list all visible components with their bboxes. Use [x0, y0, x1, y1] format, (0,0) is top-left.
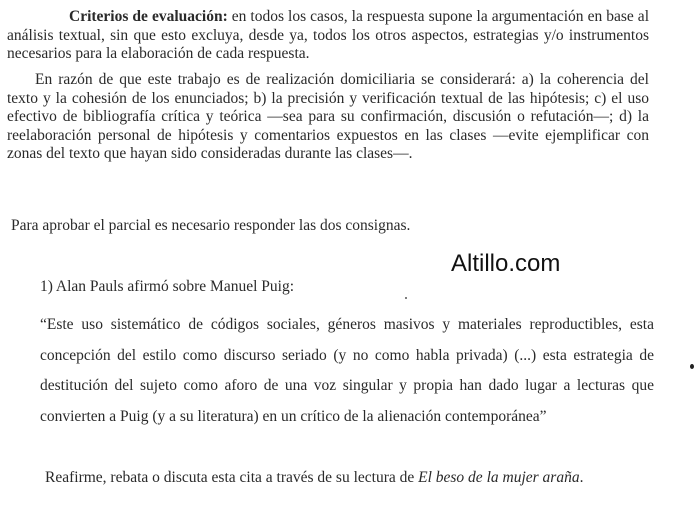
- criterios-heading: Criterios de evaluación:: [69, 8, 228, 25]
- instruction-text: Reafirme, rebata o discuta esta cita a través de su lectura de: [45, 469, 419, 486]
- watermark-text: Altillo.com: [451, 250, 561, 277]
- criterios-text: en todos los casos, la respuesta supone la argumentación en base al análisis textual, sin que esto excluya, desde ya, todos los otros aspectos, estrategias y/o instrumentos necesarios para la elaboración de cada respuesta.: [7, 8, 649, 63]
- instruction-end: .: [579, 469, 584, 486]
- razon-paragraph: En razón de que este trabajo es de realización domiciliaria se considerará: a) la coherencia del texto y la cohesión de los enunciados; b) la precisión y verificación textual de las hipótesis; c) el uso efectivo de bibliografía crítica y teórica —sea para su confirmación, discusión o refutación—; d) la reelaboración personal de hipótesis y comentarios expuestos en las clases —evite ejemplificar con zonas del texto que hayan sido consideradas durante las clases—.: [7, 71, 649, 163]
- pauls-quote: “Este uso sistemático de códigos sociales, géneros masivos y materiales reproductibles, esta concepción del estilo como discurso seriado (y no como habla privada) (...) esta estrategia de destitución del sujeto como aforo de una voz singular y propia han dado lugar a lecturas que convierten a Puig (y a su literatura) en un crítico de la alienación contemporánea”: [40, 316, 654, 425]
- book-title: El beso de la mujer araña: [418, 469, 580, 486]
- criterios-paragraph: [7, 8, 649, 64]
- aprobar-statement: Para aprobar el parcial es necesario responder las dos consignas.: [11, 217, 411, 234]
- consigna-1-header: 1) Alan Pauls afirmó sobre Manuel Puig:: [40, 278, 294, 295]
- consigna-1-instruction: [45, 462, 657, 493]
- scan-dot-mark: [690, 364, 694, 369]
- scan-speck-mark: [405, 297, 407, 299]
